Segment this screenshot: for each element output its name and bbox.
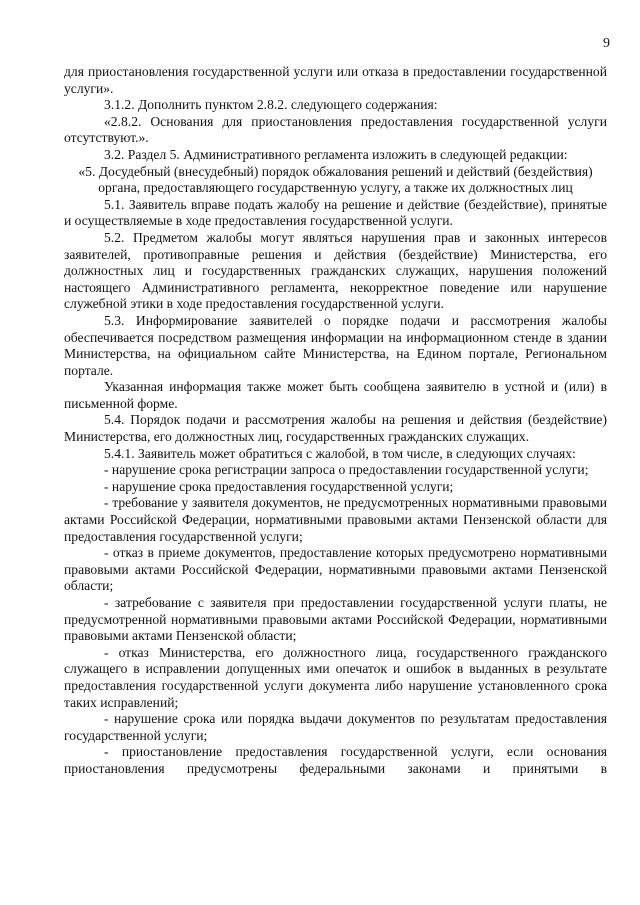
paragraph: «2.8.2. Основания для приостановления предоставления государственной услуги отсутствуют.».	[64, 113, 607, 146]
list-item: - отказ Министерства, его должностного лица, государственного гражданского служащего в исправлении допущенных ими опечаток и ошибок в выданных в результате предоставления государственной услуги документа либо нарушение установленного срока таких исправлений;	[64, 644, 607, 710]
list-item: - нарушение срока или порядка выдачи документов по результатам предоставления государственной услуги;	[64, 711, 607, 743]
section-heading: «5. Досудебный (внесудебный) порядок обжалования решений и действий (бездействия) органа, предоставляющего государственную услугу, а также их должностных лиц	[78, 163, 593, 196]
paragraph: 5.4. Порядок подачи и рассмотрения жалобы на решения и действия (бездействие) Министерства, его должностных лиц, государственных гражданских служащих.	[64, 412, 607, 445]
paragraph: 5.4.1. Заявитель может обратиться с жалобой, в том числе, в следующих случаях:	[104, 445, 576, 461]
paragraph: 5.3. Информирование заявителей о порядке подачи и рассмотрения жалобы обеспечивается посредством размещения информации на информационном стенде в здании Министерства, на официальном сайте Министерства, на Едином портале, Региональном портале.	[64, 312, 607, 378]
paragraph: для приостановления государственной услуги или отказа в предоставлении государственной услуги».	[64, 64, 607, 96]
paragraph: 5.1. Заявитель вправе подать жалобу на решение и действие (бездействие), принятые и осуществляемые в ходе предоставления государственной услуги.	[64, 196, 607, 229]
list-item: - затребование с заявителя при предоставлении государственной услуги платы, не предусмотренной нормативными правовыми актами Российской Федерации, нормативными правовыми актами Пензенской области;	[64, 595, 607, 644]
list-item: - нарушение срока регистрации запроса о предоставлении государственной услуги;	[104, 462, 589, 478]
list-item: - нарушение срока предоставления государственной услуги;	[104, 478, 454, 494]
paragraph: 5.2. Предметом жалобы могут являться нарушения прав и законных интересов заявителей, противоправные решения и действия (бездействие) Министерства, его должностных лиц и государственных гражданских служащих, нарушения положений настоящего Административного регламента, некорректное поведение или нарушение служебной этики в ходе предоставления государственной услуги.	[64, 229, 607, 312]
paragraph: Указанная информация также может быть сообщена заявителю в устной и (или) в письменной форме.	[64, 379, 607, 411]
paragraph: 3.2. Раздел 5. Административного регламента изложить в следующей редакции:	[104, 146, 568, 162]
paragraph: 3.1.2. Дополнить пунктом 2.8.2. следующего содержания:	[104, 97, 438, 113]
list-item: - отказ в приеме документов, предоставление которых предусмотрено нормативными правовыми актами Российской Федерации, нормативными правовыми актами Пензенской области;	[64, 545, 607, 594]
list-item: - требование у заявителя документов, не предусмотренных нормативными правовыми актами Российской Федерации, нормативными правовыми актами Пензенской области для предоставления государственной услуги;	[64, 495, 607, 544]
document-body	[64, 64, 607, 778]
list-item: - приостановление предоставления государственной услуги, если основания приостановления предусмотрены федеральными законами и принятыми в	[64, 744, 607, 776]
page-number: 9	[603, 36, 610, 51]
